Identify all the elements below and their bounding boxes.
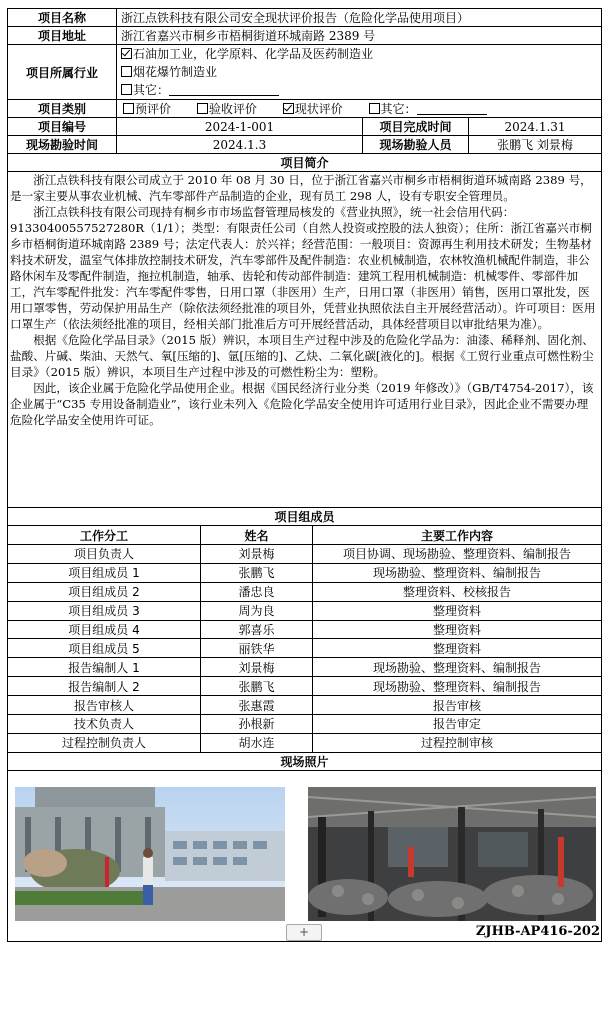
team-member-name: 张鹏飞	[201, 677, 313, 696]
industry-option-other[interactable]: 其它：	[121, 81, 597, 99]
team-member-name: 张惠霞	[201, 696, 313, 715]
team-work-content: 过程控制审核	[313, 733, 602, 752]
team-role: 项目组成员 4	[8, 620, 201, 639]
intro-body	[8, 172, 602, 508]
team-table-row	[8, 545, 602, 564]
team-table-row	[8, 658, 602, 677]
type-option-other[interactable]: 其它：	[369, 102, 487, 116]
team-work-content: 报告审核	[313, 696, 602, 715]
team-role: 项目负责人	[8, 545, 201, 564]
expand-button[interactable]: +	[286, 924, 322, 941]
survey-people-label: 现场勘验人员	[363, 136, 469, 154]
site-photo-workshop	[308, 787, 596, 921]
team-title: 项目组成员	[8, 508, 602, 526]
team-member-name: 胡水连	[201, 733, 313, 752]
type-option-acceptance[interactable]: 验收评价	[197, 102, 257, 116]
photos-cell	[8, 770, 602, 941]
team-role: 报告审核人	[8, 696, 201, 715]
other-blank-field[interactable]	[417, 102, 487, 115]
team-work-content: 整理资料	[313, 620, 602, 639]
team-table-body	[8, 545, 602, 753]
team-table-row	[8, 715, 602, 734]
type-option-pre[interactable]: 预评价	[123, 102, 171, 116]
team-work-content: 整理资料、校核报告	[313, 582, 602, 601]
industry-options	[117, 45, 602, 100]
team-work-content: 项目协调、现场勘验、整理资料、编制报告	[313, 545, 602, 564]
report-form-table	[7, 8, 602, 942]
checkbox-icon[interactable]	[121, 66, 132, 77]
team-table-row	[8, 582, 602, 601]
project-name-value: 浙江点铁科技有限公司安全现状评价报告（危险化学品使用项目）	[117, 9, 602, 27]
team-role: 报告编制人 1	[8, 658, 201, 677]
project-industry-label: 项目所属行业	[8, 45, 117, 100]
survey-time-value: 2024.1.3	[117, 136, 363, 154]
complete-time-label: 项目完成时间	[363, 118, 469, 136]
team-work-content: 整理资料	[313, 601, 602, 620]
team-role: 技术负责人	[8, 715, 201, 734]
checkbox-checked-icon[interactable]	[121, 48, 132, 59]
industry-option-fireworks[interactable]: 烟花爆竹制造业	[121, 63, 597, 81]
team-table-row	[8, 639, 602, 658]
team-member-name: 张鹏飞	[201, 563, 313, 582]
team-role: 过程控制负责人	[8, 733, 201, 752]
team-work-content: 现场勘验、整理资料、编制报告	[313, 658, 602, 677]
project-address-label: 项目地址	[8, 27, 117, 45]
survey-time-label: 现场勘验时间	[8, 136, 117, 154]
checkbox-icon[interactable]	[123, 103, 134, 114]
project-name-label: 项目名称	[8, 9, 117, 27]
team-table-row	[8, 733, 602, 752]
team-work-content: 现场勘验、整理资料、编制报告	[313, 677, 602, 696]
team-header-work: 主要工作内容	[313, 526, 602, 545]
team-member-name: 刘景梅	[201, 658, 313, 677]
intro-paragraph: 根据《危险化学品目录》（2015 版）辨识，本项目生产过程中涉及的危险化学品为：油漆、稀释剂、固化剂、盐酸、片碱、柴油、天然气、氧[压缩的]、氩[压缩的]、乙炔、二氧化碳[液化的]。根据《工贸行业重点可燃性粉尘目录》（2015 版）辨识，本项目生产过程中涉及的可燃性粉尘为：塑粉。	[10, 333, 594, 379]
team-role: 项目组成员 5	[8, 639, 201, 658]
intro-paragraph: 浙江点铁科技有限公司成立于 2010 年 08 月 30 日，位于浙江省嘉兴市桐乡市梧桐街道环城南路 2389 号，是一家主要从事农业机械、汽车零部件产品制造的企业，现有员工 298 人，设有专职安全管理员。	[10, 173, 592, 203]
team-member-name: 丽铁华	[201, 639, 313, 658]
team-member-name: 刘景梅	[201, 545, 313, 564]
team-header-name: 姓名	[201, 526, 313, 545]
team-member-name: 周为良	[201, 601, 313, 620]
team-member-name: 郭喜乐	[201, 620, 313, 639]
team-table-row	[8, 696, 602, 715]
checkbox-icon[interactable]	[369, 103, 380, 114]
team-member-name: 孙根新	[201, 715, 313, 734]
team-role: 项目组成员 1	[8, 563, 201, 582]
checkbox-checked-icon[interactable]	[283, 103, 294, 114]
team-role: 报告编制人 2	[8, 677, 201, 696]
project-address-value: 浙江省嘉兴市桐乡市梧桐街道环城南路 2389 号	[117, 27, 602, 45]
team-table-row	[8, 563, 602, 582]
team-role: 项目组成员 2	[8, 582, 201, 601]
checkbox-icon[interactable]	[121, 84, 132, 95]
intro-title: 项目简介	[8, 154, 602, 172]
checkbox-icon[interactable]	[197, 103, 208, 114]
complete-time-value: 2024.1.31	[469, 118, 602, 136]
intro-paragraph: 浙江点铁科技有限公司现持有桐乡市市场监督管理局核发的《营业执照》，统一社会信用代码：91330400557527280R（1/1）；类型：有限责任公司（自然人投资或控股的法人独资）；住所：浙江省嘉兴市桐乡市梧桐街道环城南路 2389 号；法定代表人：於兴祥；经营范围：一般项目：资源再生利用技术研发；生物基材料技术研发，温室气体排放控制技术研发，汽车零部件及配件制造：农业机械制造，农林牧渔机械配件制造，非公路休闲车及零配件制造，拖拉机制造，轴承、齿轮和传动部件制造：建筑工程用机械制造：机械零件、零部件加工，汽车零配件批发：汽车零配件零售，日用口罩（非医用）生产，日用口罩（非医用）销售，医用口罩批发，医用口罩零售，劳动保护用品生产（除依法须经批准的项目外，凭营业执照依法自主开展经营活动）。许可项目：医用口罩生产（依法须经批准的项目，经相关部门批准后方可开展经营活动，具体经营项目以审批结果为准）。	[10, 205, 596, 331]
team-table-row	[8, 601, 602, 620]
team-work-content: 整理资料	[313, 639, 602, 658]
site-photo-entrance	[15, 787, 285, 921]
project-type-label: 项目类别	[8, 100, 117, 118]
team-role: 项目组成员 3	[8, 601, 201, 620]
team-table-row	[8, 620, 602, 639]
industry-option-petro[interactable]: 石油加工业，化学原料、化学品及医药制造业	[121, 45, 597, 63]
other-blank-field[interactable]	[169, 83, 279, 96]
document-code: ZJHB-AP416-202	[475, 924, 600, 939]
team-header-role: 工作分工	[8, 526, 201, 545]
project-code-value: 2024-1-001	[117, 118, 363, 136]
team-table-row	[8, 677, 602, 696]
team-work-content: 报告审定	[313, 715, 602, 734]
team-work-content: 现场勘验、整理资料、编制报告	[313, 563, 602, 582]
intro-paragraph: 因此，该企业属于危险化学品使用企业。根据《国民经济行业分类（2019 年修改）》（GB/T4754-2017），该企业属于“C35 专用设备制造业”，该行业未列入《危险化学品安全使用许可适用行业目录》，因此企业不需要办理危险化学品安全使用许可证。	[10, 381, 594, 427]
project-code-label: 项目编号	[8, 118, 117, 136]
survey-people-value: 张鹏飞 刘景梅	[469, 136, 602, 154]
type-options	[117, 100, 602, 118]
type-option-status[interactable]: 现状评价	[283, 102, 343, 116]
team-member-name: 潘忠良	[201, 582, 313, 601]
photos-title: 现场照片	[8, 752, 602, 770]
